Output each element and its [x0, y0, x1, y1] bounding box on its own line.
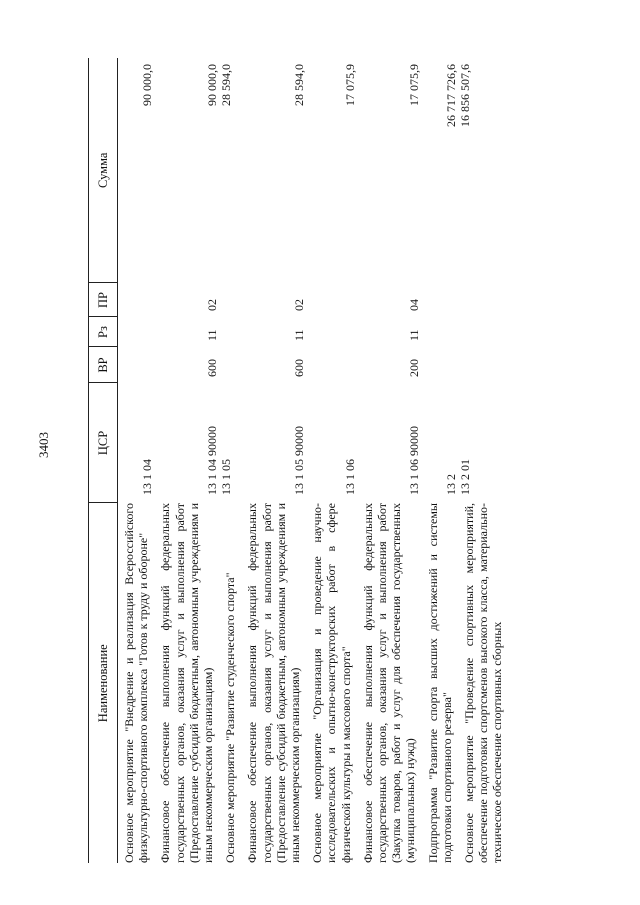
row-name: Финансовое обеспечение выполнения функций федеральных государственных органов, оказания услуг и выполнения работ (Закупка товаров, работ и услуг для обеспечения государственных (муниципальных) нужд) [360, 503, 418, 863]
header-vr: ВР [89, 347, 118, 383]
row-pr: 02 [292, 299, 307, 311]
row-rz: 11 [407, 329, 422, 341]
row-rz [306, 317, 357, 347]
row-vr [422, 347, 458, 383]
row-pr [118, 283, 155, 317]
row-vr: 200 [407, 359, 422, 377]
page-number: 3403 [36, 432, 51, 458]
table-row [458, 58, 509, 863]
table-row [306, 58, 357, 863]
row-vr: 600 [205, 359, 220, 377]
row-pr: 04 [407, 299, 422, 311]
row-sum: 17 075,9 [342, 64, 357, 106]
table-row [154, 58, 219, 863]
row-pr: 02 [205, 299, 220, 311]
row-name: Подпрограмма "Развитие спорта высших достижений и системы подготовки спортивного резерва" [425, 503, 454, 863]
row-name: Основное мероприятие "Проведение спортивных мероприятий, обеспечение подготовки спортсменов высокого класса, материально-техническое обеспечение спортивных сборных [462, 503, 505, 863]
row-sum: 90 000,0 [205, 64, 220, 106]
table-row [241, 58, 306, 863]
row-csr: 13 1 06 90000 [407, 426, 422, 495]
row-csr: 13 1 05 [219, 459, 234, 495]
row-sum: 28 594,0 [292, 64, 307, 106]
row-csr: 13 2 [443, 474, 458, 495]
header-pr: ПР [89, 283, 118, 317]
table-header-row [89, 58, 118, 863]
row-sum: 16 856 507,6 [458, 64, 473, 127]
row-sum: 28 594,0 [219, 64, 234, 106]
row-sum: 17 075,9 [407, 64, 422, 106]
row-csr: 13 1 06 [342, 459, 357, 495]
row-rz: 11 [205, 329, 220, 341]
header-name: Наименование [89, 503, 118, 863]
row-rz [219, 317, 241, 347]
table-row [422, 58, 458, 863]
row-csr: 13 1 04 [140, 459, 155, 495]
row-sum: 90 000,0 [140, 64, 155, 106]
rotated-page-body [88, 58, 589, 863]
row-vr [118, 347, 155, 383]
header-sum: Сумма [89, 58, 118, 283]
row-rz [458, 317, 509, 347]
row-name: Финансовое обеспечение выполнения функций федеральных государственных органов, оказания услуг и выполнения работ (Предоставление субсидий бюджетным, автономным учреждениям и иным некоммерческим организациям) [245, 503, 303, 863]
row-name: Основное мероприятие "Развитие студенческого спорта" [223, 572, 238, 863]
row-csr: 13 2 01 [458, 459, 473, 495]
table-row [219, 58, 241, 863]
budget-table [88, 58, 509, 863]
rotated-table-wrapper [88, 58, 589, 863]
row-name: Основное мероприятие "Внедрение и реализация Всероссийского физкультурно-спортивного комплекса "Готов к труду и обороне" [122, 503, 151, 863]
row-vr [458, 347, 509, 383]
row-rz [422, 317, 458, 347]
row-csr: 13 1 05 90000 [292, 426, 307, 495]
row-vr [306, 347, 357, 383]
row-rz [118, 317, 155, 347]
table-row [357, 58, 422, 863]
row-pr [458, 283, 509, 317]
row-name: Финансовое обеспечение выполнения функций федеральных государственных органов, оказания услуг и выполнения работ (Предоставление субсидий бюджетным, автономным учреждениям и иным некоммерческим организациям) [158, 503, 216, 863]
row-vr [219, 347, 241, 383]
table-row [118, 58, 155, 863]
row-rz: 11 [292, 329, 307, 341]
row-pr [422, 283, 458, 317]
row-name: Основное мероприятие "Организация и проведение научно-исследовательских и опытно-конструкторских работ в сфере физической культуры и массового спорта" [310, 503, 353, 863]
row-vr: 600 [292, 359, 307, 377]
row-csr: 13 1 04 90000 [205, 426, 220, 495]
header-rz: Рз [89, 317, 118, 347]
header-csr: ЦСР [89, 383, 118, 503]
row-pr [306, 283, 357, 317]
row-sum: 26 717 726,6 [443, 64, 458, 127]
row-pr [219, 283, 241, 317]
